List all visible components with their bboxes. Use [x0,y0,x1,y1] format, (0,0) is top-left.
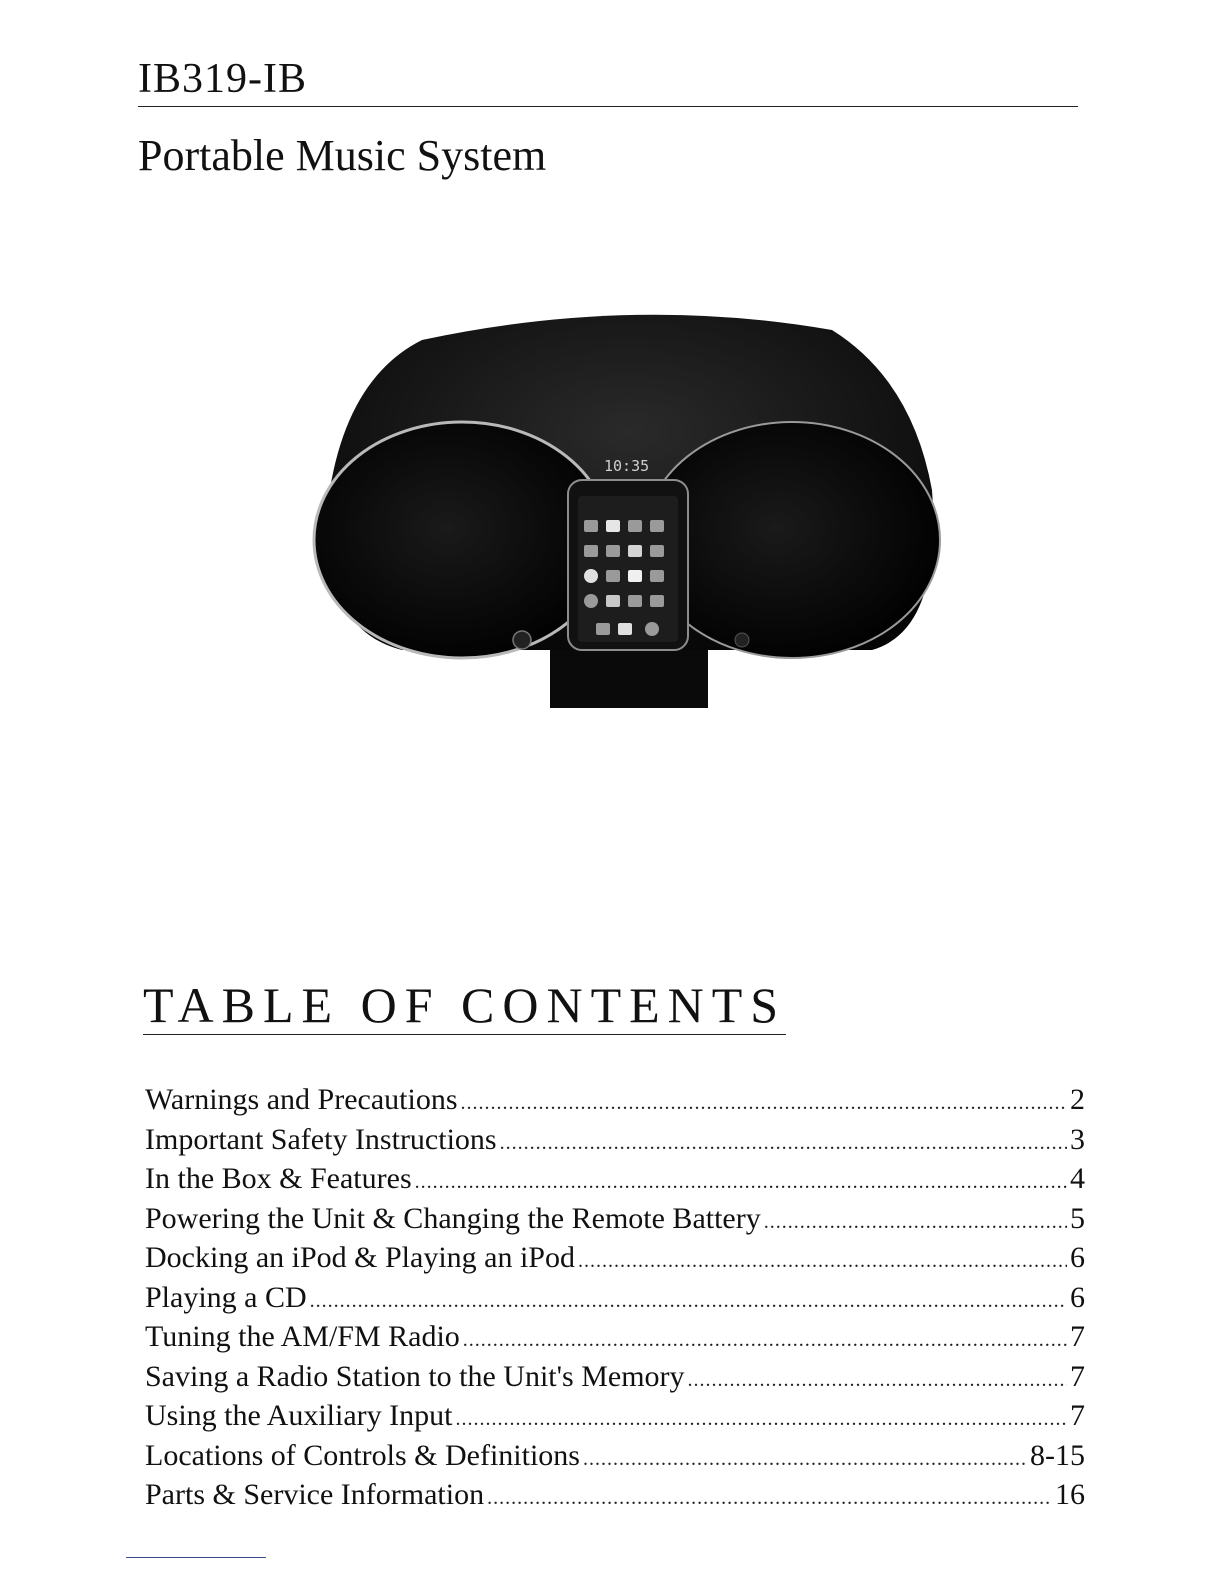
toc-entry-title: In the Box & Features [145,1162,412,1195]
toc-entry-title: Saving a Radio Station to the Unit's Memory [145,1359,685,1393]
toc-entry-title: Tuning the AM/FM Radio [145,1320,460,1353]
dot-leader [310,1282,1067,1322]
toc-entry-page: 7 [1070,1399,1085,1432]
footer-line [126,1557,266,1558]
toc-entry-page: 7 [1070,1320,1085,1353]
dot-leader [500,1124,1067,1164]
header-rule [138,106,1078,107]
dot-leader [415,1163,1067,1203]
toc-entry-page: 6 [1070,1241,1085,1274]
toc-entry-title: Important Safety Instructions [145,1122,497,1156]
toc-entry [145,1199,1085,1239]
table-of-contents [145,1080,1085,1515]
left-speaker [314,422,610,658]
toc-entry [145,1080,1085,1120]
volume-knob [513,631,531,649]
product-title: Portable Music System [138,131,547,180]
toc-entry [145,1278,1085,1318]
toc-entry-page: 8-15 [1030,1438,1085,1472]
toc-heading: TABLE OF CONTENTS [143,977,787,1033]
toc-entry-title: Using the Auxiliary Input [145,1399,453,1432]
toc-entry-title: Locations of Controls & Definitions [145,1438,580,1472]
toc-entry [145,1357,1085,1397]
dot-leader [764,1203,1067,1243]
toc-entry [145,1475,1085,1515]
dock-base [550,650,708,708]
toc-entry-page: 2 [1070,1083,1085,1116]
dot-leader [463,1321,1067,1361]
toc-entry-page: 16 [1055,1478,1085,1511]
dot-leader [578,1242,1067,1282]
dot-leader [455,1400,1067,1440]
toc-entry-title: Playing a CD [145,1280,307,1314]
toc-entry [145,1317,1085,1357]
product-photo [312,300,952,720]
toc-entry [145,1238,1085,1278]
toc-entry-page: 4 [1070,1162,1085,1195]
toc-entry [145,1120,1085,1160]
toc-entry-page: 6 [1070,1280,1085,1314]
toc-entry-page: 3 [1070,1122,1085,1156]
dot-leader [688,1361,1067,1401]
toc-entry [145,1159,1085,1199]
dot-leader [487,1479,1052,1519]
clock-display: 10:35 [604,457,650,475]
toc-entry [145,1436,1085,1476]
toc-entry-title: Docking an iPod & Playing an iPod [145,1241,575,1274]
toc-entry [145,1396,1085,1436]
toc-entry-title: Powering the Unit & Changing the Remote Battery [145,1201,761,1235]
toc-entry-title: Warnings and Precautions [145,1083,458,1116]
toc-entry-page: 5 [1070,1201,1085,1235]
toc-entry-page: 7 [1070,1359,1085,1393]
dot-leader [461,1084,1067,1124]
dot-leader [583,1440,1027,1480]
model-number: IB319-IB [138,56,307,102]
toc-entry-title: Parts & Service Information [145,1478,485,1511]
